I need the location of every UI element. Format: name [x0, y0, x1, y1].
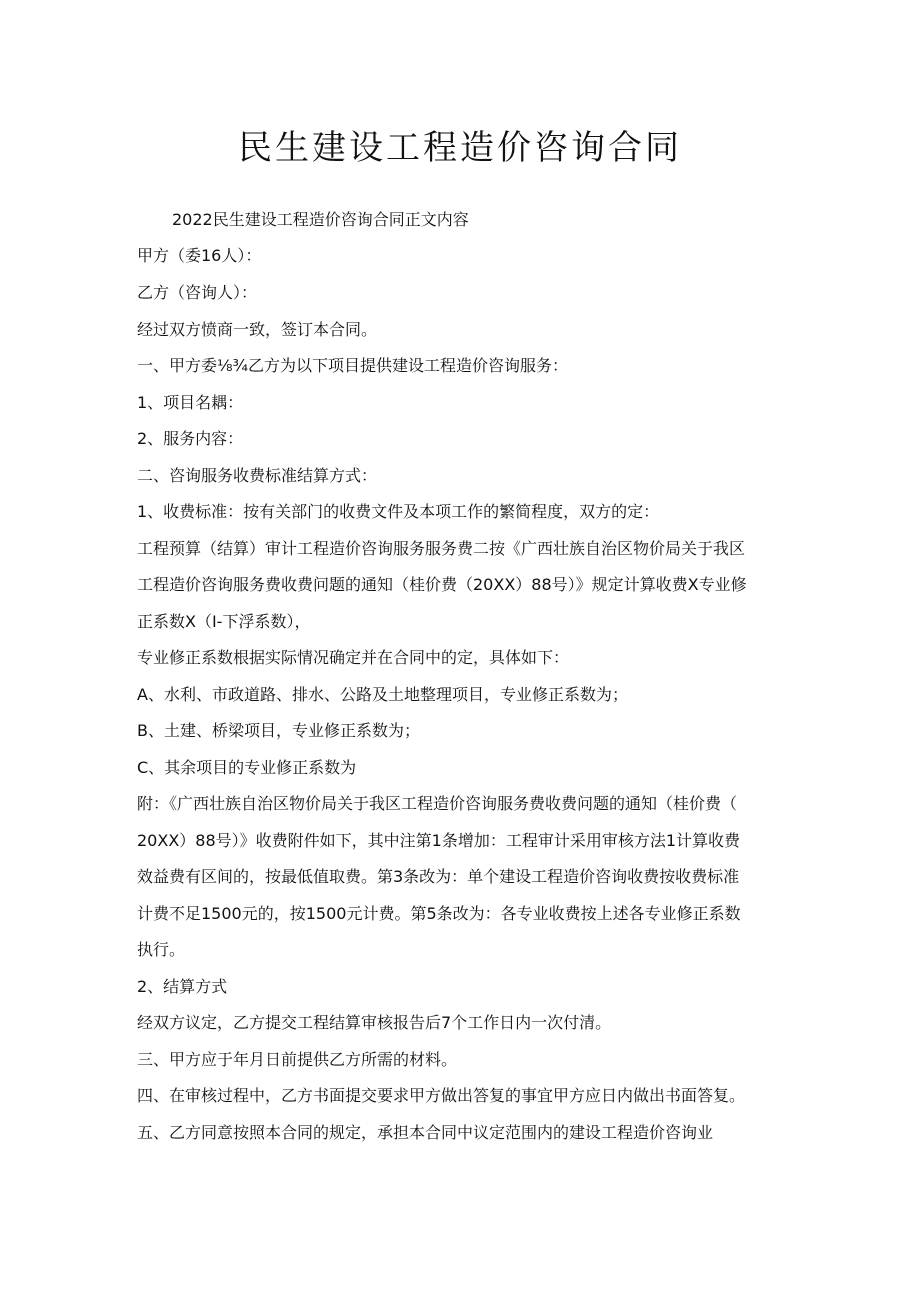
settlement-line: 经双方议定，乙方提交工程结算审核报告后7个工作日内一次付清。: [137, 1013, 612, 1032]
section-4-line: 四、在审核过程中，乙方书面提交要求甲方做出答复的事宜甲方应日内做出书面答复。: [137, 1086, 746, 1105]
paragraph-line: 专业修正系数根据实际情况确定并在合同中的定，具体如下：: [137, 648, 570, 667]
item-c-line: C、其余项目的专业修正系数为: [137, 758, 357, 777]
appendix-line: 20XX）88号）》收费附件如下，其中注第1条增加：工程审计采用审核方法1计算收费: [137, 831, 741, 850]
party-a-line: 甲方（委16人）：: [137, 246, 262, 265]
appendix-line: 附：《广西壮族自治区物价局关于我区工程造价咨询服务费收费问题的通知（桂价费（: [137, 794, 738, 813]
item-a-line: A、水利、市政道路、排水、公路及土地整理项目，专业修正系数为；: [137, 685, 628, 704]
paragraph-line: 工程预算（结算）审计工程造价咨询服务服务费二按《广西壮族自治区物价局关于我区: [137, 539, 746, 558]
appendix-line: 效益费有区间的，按最低值取费。第3条改为：单个建设工程造价咨询收费按收费标准: [137, 867, 740, 886]
paragraph-line: 工程造价咨询服务费收费问题的通知（桂价费（20XX）88号）》规定计算收费X专业修: [137, 575, 747, 594]
item-b-line: B、土建、桥梁项目，专业修正系数为；: [137, 721, 420, 740]
document-title: 民生建设工程造价咨询合同: [238, 128, 682, 168]
appendix-line: 执行。: [137, 940, 186, 959]
project-name-line: 1、项目名耦：: [137, 393, 244, 412]
agreement-line: 经过双方愤商一致，签订本合同。: [137, 320, 378, 339]
subtitle-line: 2022民生建设工程造价咨询合同正文内容: [172, 210, 469, 229]
service-content-line: 2、服务内容：: [137, 429, 244, 448]
section-5-line: 五、乙方同意按照本合同的规定，承担本合同中议定范围内的建设工程造价咨询业: [137, 1123, 714, 1142]
section-1-heading: 一、甲方委⅛¾乙方为以下项目提供建设工程造价咨询服务：: [137, 356, 569, 375]
fee-standard-line: 1、收费标准：按有关部门的收费文件及本项工作的繁简程度，双方的定：: [137, 502, 660, 521]
paragraph-line: 正系数X（I-下浮系数），: [137, 612, 311, 631]
settlement-heading: 2、结算方式: [137, 977, 228, 996]
section-2-heading: 二、咨询服务收费标准结算方式：: [137, 466, 378, 485]
appendix-line: 计费不足1500元的，按1500元计费。第5条改为：各专业收费按上述各专业修正系数: [137, 904, 741, 923]
section-3-line: 三、甲方应于年月日前提供乙方所需的材料。: [137, 1050, 458, 1069]
party-b-line: 乙方（咨询人）：: [137, 283, 258, 302]
